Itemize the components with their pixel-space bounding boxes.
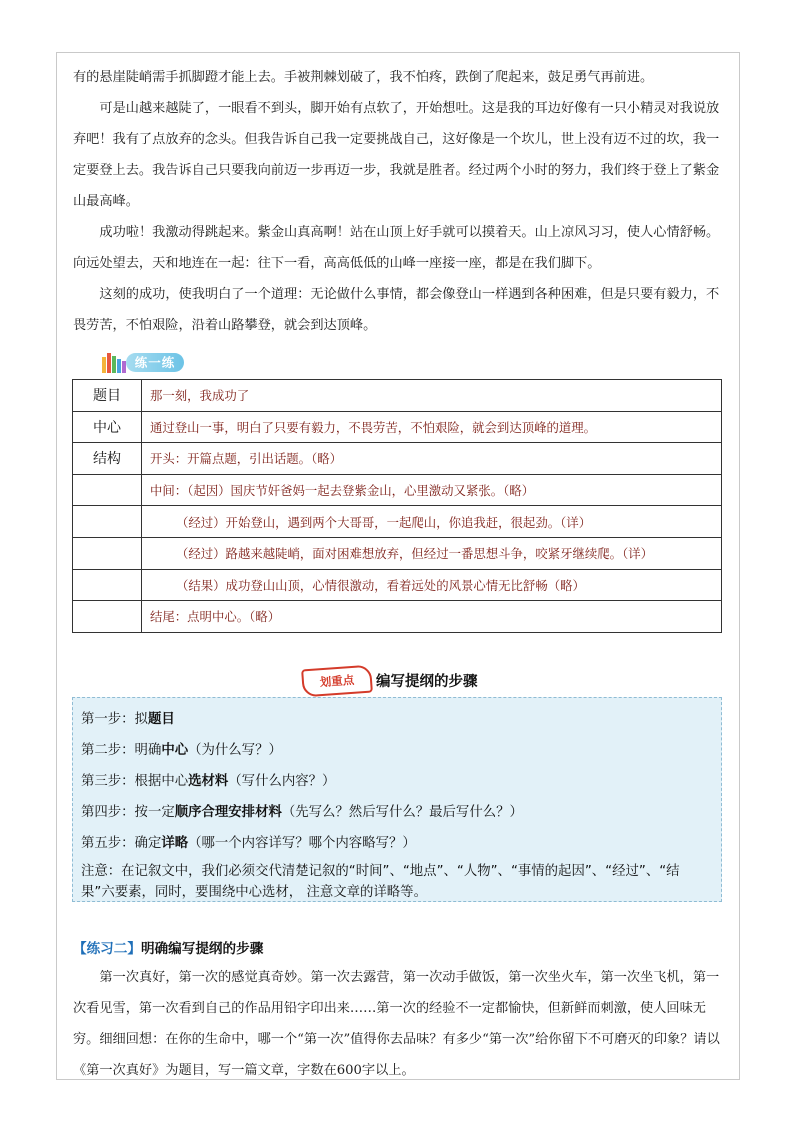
essay-paragraph: 可是山越来越陡了，一眼看不到头，脚开始有点软了，开始想吐。这是我的耳边好像有一只小精灵对我说放弃吧！我有了点放弃的念头。但我告诉自己我一定要挑战自己，这好像是一个坎儿，世上没有迈不过的坎，我一定要登上去。我告诉自己只要我向前迈一步再迈一步，我就是胜者。经过两个小时的努力，我们终于登上了紫金山最高峰。: [73, 101, 720, 209]
outline-row: [73, 569, 722, 601]
outline-row: [73, 537, 722, 569]
key-point-tag: 划重点: [301, 665, 373, 698]
essay-paragraph: 成功啦！我激动得跳起来。紫金山真高啊！站在山顶上好手就可以摸着天。山上凉风习习，使人心情舒畅。向远处望去，天和地连在一起：往下一看，高高低低的山峰一座接一座，都是在我们脚下。: [73, 225, 720, 271]
outline-row-value: 结尾：点明中心。（略）: [142, 601, 722, 633]
outline-row-value: 开头：开篇点题，引出话题。（略）: [142, 443, 722, 475]
practice-badge: [100, 349, 186, 375]
step-item: [81, 766, 713, 797]
outline-row: [73, 601, 722, 633]
step-bold: 顺序合理安排材料: [174, 805, 282, 820]
outline-row-value: （结果）成功登山山顶，心情很激动，看着远处的风景心情无比舒畅（略）: [142, 569, 722, 601]
exercise-heading: 明确编写提纲的步骤: [140, 941, 264, 957]
outline-row-label: 结构: [73, 443, 142, 475]
exercise-title: 【练习二】明确编写提纲的步骤: [73, 941, 264, 957]
step-item: [81, 704, 713, 735]
step-suffix: （哪一个内容详写？哪个内容略写？）: [188, 836, 416, 851]
outline-row-value: （经过）路越来越陡峭，面对困难想放弃，但经过一番思想斗争，咬紧牙继续爬。（详）: [142, 537, 722, 569]
step-item: [81, 735, 713, 766]
outline-row-label: [73, 601, 142, 633]
step-prefix: 第三步：根据中心: [81, 774, 189, 789]
step-prefix: 第一步：拟: [81, 712, 148, 727]
step-bold: 选材料: [188, 774, 229, 789]
exercise-prompt: 第一次真好，第一次的感觉真奇妙。第一次去露营，第一次动手做饭，第一次坐火车，第一次坐飞机，第一次看见雪，第一次看到自己的作品用铅字印出来……第一次的经验不一定都愉快，但新鲜而刺激，使人回味无穷。细细回想：在你的生命中，哪一个“第一次”值得你去品味？有多少“第一次”给你留下不可磨灭的印象？请以《第一次真好》为题目，写一篇文章，字数在600字以上。: [73, 970, 720, 1078]
step-bold: 中心: [161, 743, 189, 758]
outline-row-label: [73, 537, 142, 569]
outline-row-label: [73, 474, 142, 506]
outline-row-value: （经过）开始登山，遇到两个大哥哥，一起爬山，你追我赶，很起劲。（详）: [142, 506, 722, 538]
step-item: [81, 828, 713, 859]
outline-row-label: [73, 569, 142, 601]
outline-row-label: [73, 506, 142, 538]
step-bold: 详略: [161, 836, 189, 851]
steps-note: 注意：在记叙文中，我们必须交代清楚记叙的“时间”、“地点”、“人物”、“事情的起因”、“经过”、“结果”六要素，同时，要围绕中心选材， 注意文章的详略等。: [81, 864, 680, 900]
outline-row-label: 题目: [73, 380, 142, 412]
outline-row: [73, 506, 722, 538]
step-prefix: 第五步：确定: [81, 836, 162, 851]
outline-row: [73, 411, 722, 443]
step-suffix: （写什么内容？）: [228, 774, 336, 789]
outline-row-value: 那一刻，我成功了: [142, 380, 722, 412]
outline-row: [73, 380, 722, 412]
step-suffix: （为什么写？）: [188, 743, 282, 758]
outline-row-label: 中心: [73, 411, 142, 443]
step-bold: 题目: [147, 712, 175, 727]
exercise-label: 练习二: [86, 941, 128, 957]
step-item: [81, 797, 713, 828]
exercise-body: [73, 962, 721, 1086]
step-suffix: （先写么？然后写什么？最后写什么？）: [281, 805, 523, 820]
outline-table: [72, 379, 722, 633]
outline-row: [73, 443, 722, 475]
essay-text: [73, 62, 721, 341]
outline-row-value: 通过登山一事，明白了只要有毅力，不畏劳苦，不怕艰险，就会到达顶峰的道理。: [142, 411, 722, 443]
steps-box: [72, 697, 722, 902]
step-prefix: 第二步：明确: [81, 743, 162, 758]
essay-paragraph: 这刻的成功，使我明白了一个道理：无论做什么事情，都会像登山一样遇到各种困难，但是只要有毅力，不畏劳苦，不怕艰险，沿着山路攀登，就会到达顶峰。: [73, 287, 720, 333]
outline-row: [73, 474, 722, 506]
key-point-title: 编写提纲的步骤: [376, 674, 478, 690]
practice-badge-label: 练一练: [126, 353, 184, 372]
step-prefix: 第四步：按一定: [81, 805, 175, 820]
outline-row-value: 中间：（起因）国庆节奸爸妈一起去登紫金山，心里激动又紧张。（略）: [142, 474, 722, 506]
essay-paragraph: 有的悬崖陡峭需手抓脚蹬才能上去。手被荆棘划破了，我不怕疼，跌倒了爬起来，鼓足勇气再前进。: [73, 70, 654, 85]
